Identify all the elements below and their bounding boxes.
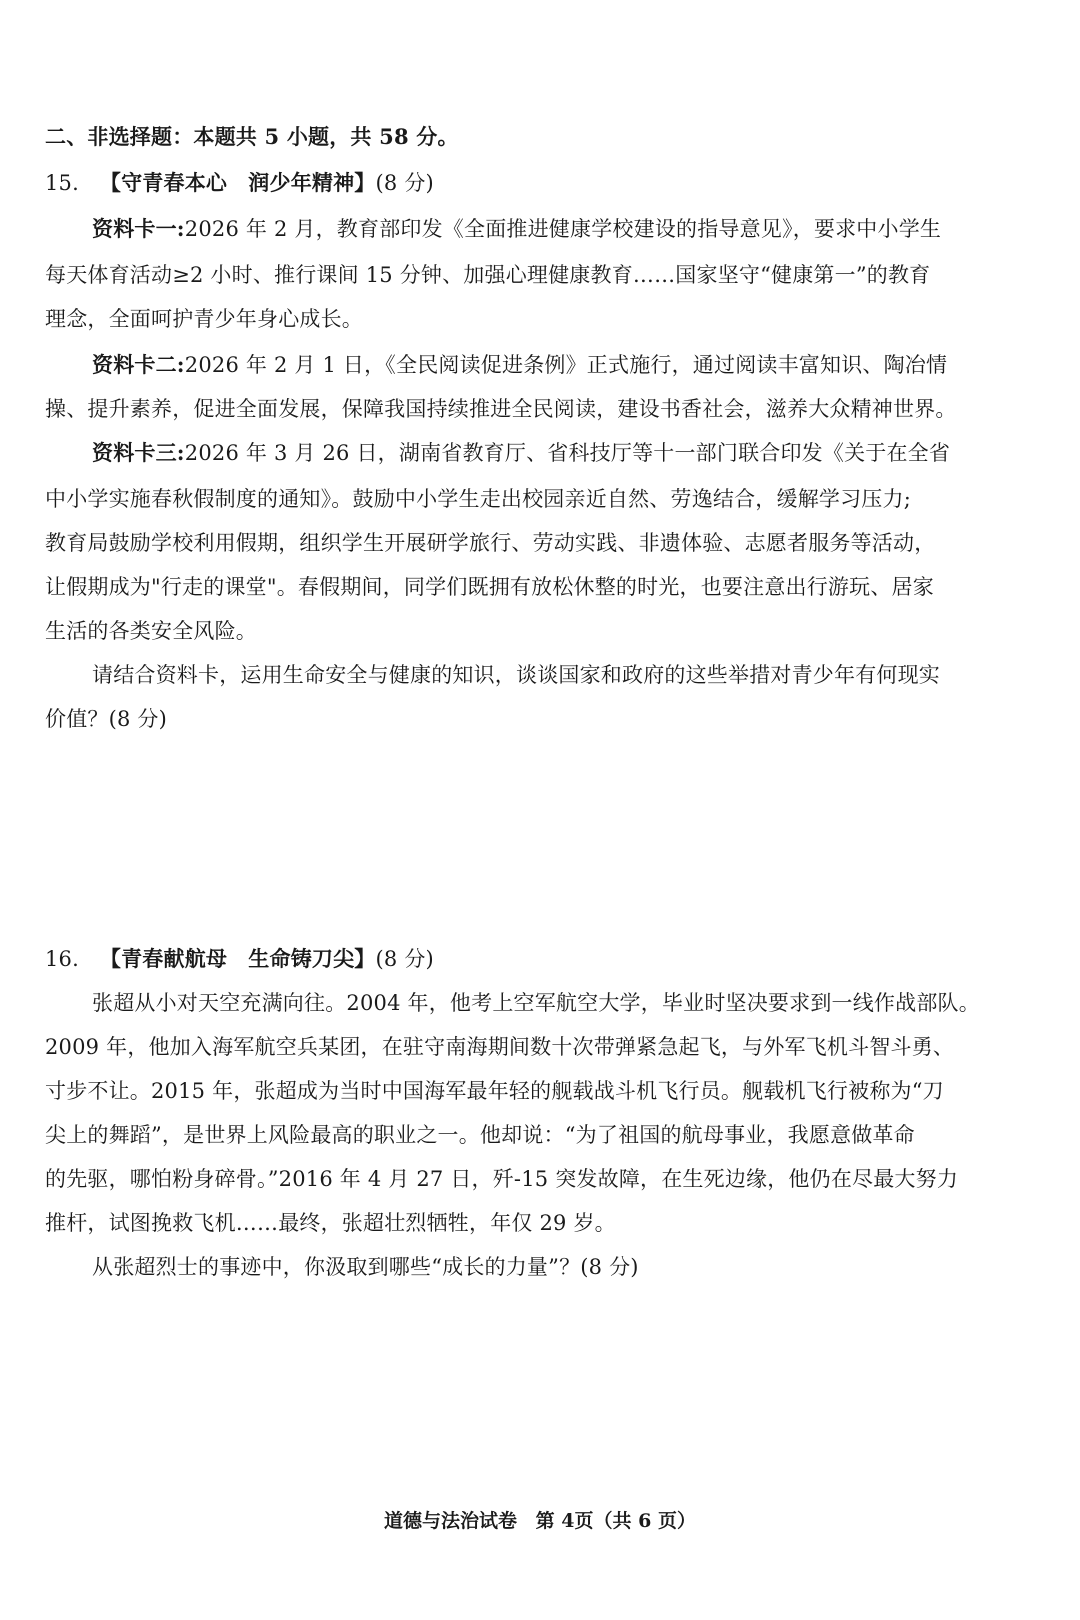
card3-line-4: 让假期成为"行走的课堂"。春假期间，同学们既拥有放松休整的时光，也要注意出行游玩、居家 [45,575,934,599]
card3-line-5: 生活的各类安全风险。 [45,619,257,643]
section-heading: 二、非选择题：本题共 5 小题，共 58 分。 [45,124,459,149]
q15-number: 15. [45,171,79,195]
card3-label: 资料卡三: [92,440,185,465]
q15-question-line-1: 请结合资料卡，运用生命安全与健康的知识，谈谈国家和政府的这些举措对青少年有何现实 [92,663,940,687]
card2-text-1: 2026 年 2 月 1 日，《全民阅读促进条例》正式施行，通过阅读丰富知识、陶冶情 [184,353,948,377]
card1-line-3: 理念，全面呵护青少年身心成长。 [45,307,363,331]
q16-points: (8 分) [375,947,434,971]
card3-line-3: 教育局鼓励学校利用假期，组织学生开展研学旅行、劳动实践、非遗体验、志愿者服务等活动， [45,531,936,555]
q16-body-line-6: 推杆，试图挽救飞机……最终，张超壮烈牺牲，年仅 29 岁。 [45,1211,616,1235]
card1-label: 资料卡一: [92,216,185,241]
page-footer [0,1507,1080,1535]
q16-body-line-1: 张超从小对天空充满向往。2004 年，他考上空军航空大学，毕业时坚决要求到一线作战部队。 [92,991,980,1015]
q16-title-line [45,944,1035,974]
card3-text-1: 2026 年 3 月 26 日，湖南省教育厅、省科技厅等十一部门联合印发《关于在全省 [184,441,951,465]
card2-line-1 [92,350,1035,380]
q16-number: 16. [45,947,79,971]
q16-body-line-2: 2009 年，他加入海军航空兵某团，在驻守南海期间数十次带弹紧急起飞，与外军飞机斗智斗勇、 [45,1035,955,1059]
q15-title: 【守青春本心 润少年精神】 [99,170,376,195]
card2-line-2: 操、提升素养，促进全面发展，保障我国持续推进全民阅读，建设书香社会，滋养大众精神世界。 [45,397,957,421]
q16-body-line-4: 尖上的舞蹈”，是世界上风险最高的职业之一。他却说：“为了祖国的航母事业，我愿意做革命 [45,1123,915,1147]
q15-question-line-2: 价值？(8 分) [45,707,168,731]
footer-subject: 道德与法治试卷 [384,1510,518,1532]
card2-label: 资料卡二: [92,352,185,377]
q16-title: 【青春献航母 生命铸刀尖】 [99,946,376,971]
card1-text-1: 2026 年 2 月，教育部印发《全面推进健康学校建设的指导意见》，要求中小学生 [184,217,942,241]
q15-points: (8 分) [375,171,434,195]
card3-line-2: 中小学实施春秋假制度的通知》。鼓励中小学生走出校园亲近自然、劳逸结合，缓解学习压力; [45,487,911,511]
card3-line-1 [92,438,1035,468]
q16-body-line-5: 的先驱，哪怕粉身碎骨。”2016 年 4 月 27 日，歼-15 突发故障，在生死边缘，他仍在尽最大努力 [45,1167,959,1191]
card1-line-2: 每天体育活动≥2 小时、推行课间 15 分钟、加强心理健康教育……国家坚守“健康第一”的教育 [45,263,931,287]
card1-line-1 [92,214,1035,244]
q16-question: 从张超烈士的事迹中，你汲取到哪些“成长的力量”？(8 分) [92,1255,639,1279]
footer-page-number: 第 4页（共 6 页） [535,1510,696,1532]
q15-title-line [45,168,1035,198]
q16-body-line-3: 寸步不让。2015 年，张超成为当时中国海军最年轻的舰载战斗机飞行员。舰载机飞行被称为“刀 [45,1079,944,1103]
